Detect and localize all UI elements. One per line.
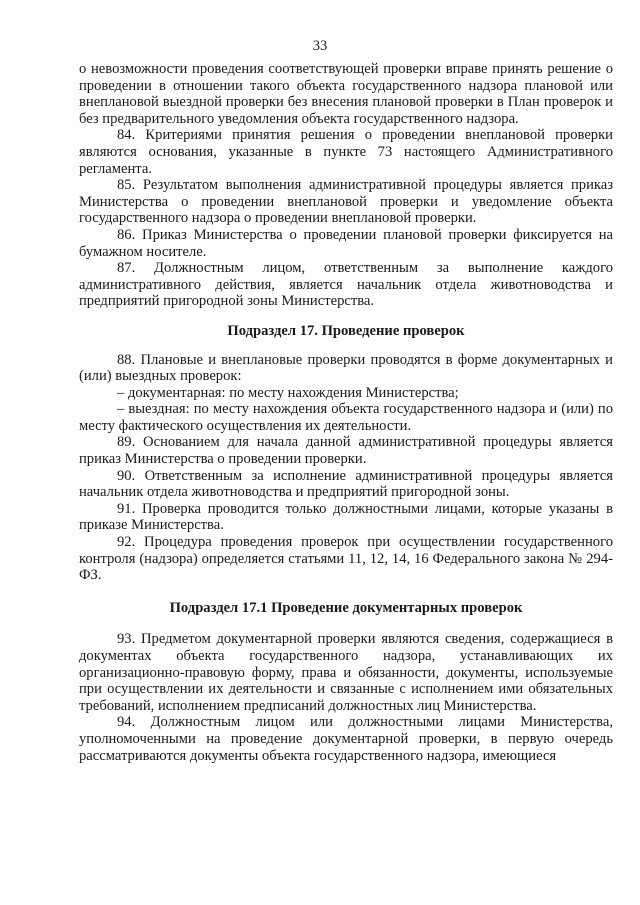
- paragraph-continuation: о невозможности проведения соответствующей проверки вправе принять решение о проведении в отношении такого объекта государственного надзора плановой или внеплановой выездной проверки без внесения плановой проверки в План проверок и без предварительного уведомления объекта государственного надзора.: [79, 61, 613, 127]
- paragraph-94: 94. Должностным лицом или должностными лицами Министерства, уполномоченными на проведение документарной проверки, в первую очередь рассматриваются документы объекта государственного надзора, имеющиеся: [79, 714, 613, 764]
- section-heading-17: Подраздел 17. Проведение проверок: [227, 322, 465, 339]
- paragraph-87: 87. Должностным лицом, ответственным за выполнение каждого административного действия, является начальник отдела животноводства и предприятий пригородной зоны Министерства.: [79, 260, 613, 310]
- paragraph-91: 91. Проверка проводится только должностными лицами, которые указаны в приказе Министерства.: [79, 500, 613, 534]
- page-number: 33: [312, 38, 328, 54]
- list-item-documentary: – документарная: по месту нахождения Министерства;: [117, 384, 459, 401]
- paragraph-84: 84. Критериями принятия решения о проведении внеплановой проверки являются основания, указанные в пункте 73 настоящего Административного регламента.: [79, 127, 613, 177]
- paragraph-89: 89. Основанием для начала данной административной процедуры является приказ Министерства о проведении проверки.: [79, 434, 613, 468]
- list-item-onsite: – выездная: по месту нахождения объекта государственного надзора и (или) по месту фактического осуществления их деятельности.: [79, 401, 613, 434]
- document-body: [79, 61, 613, 764]
- paragraph-88: 88. Плановые и внеплановые проверки проводятся в форме документарных и (или) выездных проверок:: [79, 351, 613, 385]
- paragraph-92: 92. Процедура проведения проверок при осуществлении государственного контроля (надзора) определяется статьями 11, 12, 14, 16 Федерального закона № 294-ФЗ.: [79, 534, 613, 584]
- section-heading-17-1: Подраздел 17.1 Проведение документарных проверок: [169, 599, 523, 616]
- paragraph-86: 86. Приказ Министерства о проведении плановой проверки фиксируется на бумажном носителе.: [79, 226, 613, 260]
- paragraph-85: 85. Результатом выполнения административной процедуры является приказ Министерства о проведении внеплановой проверки и уведомление объекта государственного надзора о проведении внеплановой проверки.: [79, 177, 613, 227]
- paragraph-93: 93. Предметом документарной проверки являются сведения, содержащиеся в документах объекта государственного надзора, устанавливающих их организационно-правовую форму, права и обязанности, документы, используемые при осуществлении их деятельности и связанные с исполнением ими обязательных требований, исполнением предписаний должностных лиц Министерства.: [79, 631, 613, 714]
- paragraph-90: 90. Ответственным за исполнение административной процедуры является начальник отдела животноводства и предприятий пригородной зоны.: [79, 467, 613, 501]
